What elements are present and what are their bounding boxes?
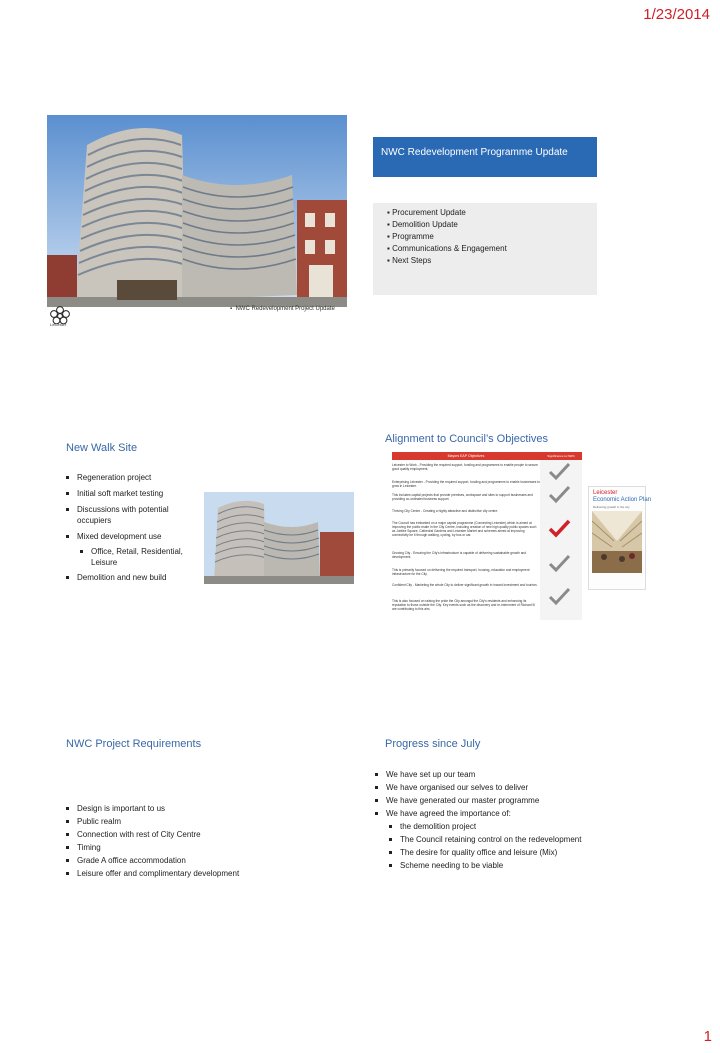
bullet-icon: ▪ — [387, 220, 393, 229]
logo-text: Leicester — [50, 322, 67, 327]
slide4-title: NWC Project Requirements — [66, 738, 202, 750]
table-row: Thriving City Centre - Creating a highly attractive and distinctive city centre. — [392, 509, 499, 513]
list-item: ▪ Procurement Update — [387, 208, 466, 217]
list-item: Regeneration project — [66, 472, 206, 483]
action-plan-cover: Leicester Economic Action Plan Delivering growth in the city — [588, 486, 646, 590]
bullet-icon: ▪ — [387, 232, 393, 241]
table-row: Growing City - Ensuring the City's infrastructure is capable of delivering sustainable growth and development. — [392, 551, 527, 559]
bullet-icon: ▪ — [387, 256, 393, 265]
slide3-title: Alignment to Council’s Objectives — [385, 433, 549, 445]
objectives-table — [392, 452, 582, 620]
list-item: Design is important to us — [66, 803, 306, 814]
bullet-icon: ▪ — [387, 208, 393, 217]
list-item: We have organised our selves to deliver — [375, 782, 655, 793]
list-item: ▪ Demolition Update — [387, 220, 458, 229]
check-icon — [546, 519, 572, 539]
building-photo — [47, 115, 347, 307]
table-row: Enterprising Leicester - Providing the required support, funding and programmes to enable businesses to grow in Leicester. — [392, 480, 540, 488]
table-row: Leicester to Work - Providing the required support, funding and programmes to enable people to secure good quality employment. — [392, 463, 538, 471]
slide5-bullets — [375, 769, 655, 871]
list-item: Leisure — [91, 558, 118, 567]
slide4-bullets — [66, 803, 306, 879]
list-item: Scheme needing to be viable — [375, 860, 655, 871]
table-row: This is also focused on raising the pride the City amongst the City's residents and enhancing its reputation to those outside the City. Key events such as the discovery and re-internment of Richard III are contributing to this aim. — [392, 599, 536, 611]
arcade-photo — [592, 511, 642, 573]
list-item: The Council retaining control on the redevelopment — [375, 834, 655, 845]
list-item: Office, Retail, Residential, — [66, 546, 206, 557]
list-item: We have generated our master programme — [375, 795, 655, 806]
slide1-title: NWC Redevelopment Programme Update — [373, 137, 597, 177]
table-row: The Council has embarked on a major capital programme (Connecting Leicester) which is aimed at improving the public realm in the City Centre, including creation of new high quality public spaces such as Jubilee Square, Cathedral Gardens and Leicester Market and schemes aimed at improving connectivity be it through walking, cycling, by bus or car. — [392, 521, 537, 537]
table-header-2: Significance to NWC — [540, 452, 582, 460]
table-row: Confident City - Marketing the whole City to deliver significant growth in inward investment and tourism. — [392, 583, 538, 587]
check-icon — [546, 587, 572, 607]
list-item: ▪ Next Steps — [387, 256, 432, 265]
slide1-footer: ▪ NWC Redevelopment Project Update — [230, 306, 335, 312]
list-item: Demolition and new build — [66, 572, 206, 583]
list-item: Public realm — [66, 816, 306, 827]
table-row: This includes capital projects that provide premises, workspace and sites to support businesses and providing co-ordinated business support. — [392, 493, 533, 501]
site-photo — [204, 492, 354, 584]
list-item: Connection with rest of City Centre — [66, 829, 306, 840]
page-number: 1 — [703, 1028, 712, 1045]
bullet-icon: ▪ — [387, 244, 393, 253]
table-row: This is primarily focused on delivering the required transport, housing, education and employment infrastructure for the City. — [392, 568, 530, 576]
list-item: Mixed development use — [66, 531, 206, 542]
slide2-bullets — [66, 472, 206, 583]
list-item: Initial soft market testing — [66, 488, 206, 499]
list-item: Discussions with potential — [66, 504, 206, 515]
list-item: The desire for quality office and leisure (Mix) — [375, 847, 655, 858]
list-item: Timing — [66, 842, 306, 853]
list-item: ▪ Programme — [387, 232, 434, 241]
slide5-title: Progress since July — [385, 738, 481, 750]
date-header: 1/23/2014 — [643, 6, 710, 23]
table-header: Mayors EAP Objectives — [392, 452, 540, 460]
check-icon — [546, 485, 572, 505]
list-item: Leisure offer and complimentary development — [66, 868, 306, 879]
list-item: Grade A office accommodation — [66, 855, 306, 866]
check-icon — [546, 554, 572, 574]
list-item: We have agreed the importance of: — [375, 808, 655, 819]
slide2-title: New Walk Site — [66, 442, 138, 454]
list-item: occupiers — [77, 516, 112, 525]
check-icon — [546, 462, 572, 482]
list-item: We have set up our team — [375, 769, 655, 780]
list-item: ▪ Communications & Engagement — [387, 244, 507, 253]
list-item: the demolition project — [375, 821, 655, 832]
agenda-list — [373, 203, 597, 295]
